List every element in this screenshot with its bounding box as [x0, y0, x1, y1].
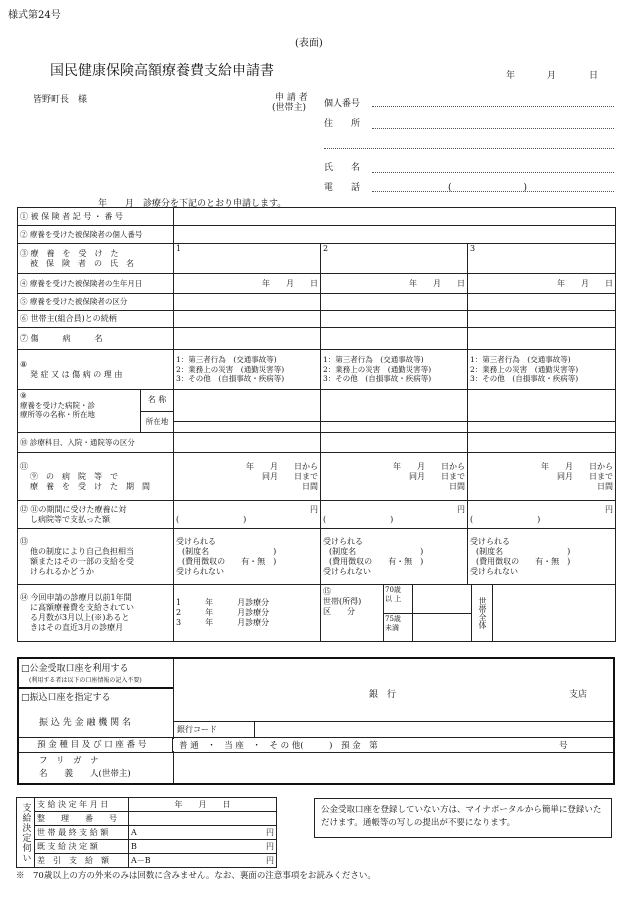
period-from: 年 月 日から	[541, 461, 614, 471]
my-number-line[interactable]	[372, 106, 614, 107]
decision-val-4-tag: A－B	[131, 855, 151, 865]
month-3: 3 年 月診療分	[176, 618, 270, 627]
cause-option-2: 2：業務上の災害 (通勤災害等)	[323, 364, 432, 374]
hospital-label-num: ⑨	[20, 391, 27, 400]
address-line-2[interactable]	[324, 148, 614, 149]
name-label: 氏 名	[324, 163, 361, 173]
decision-side-label: 支給決定伺い	[17, 798, 35, 868]
holder-field[interactable]	[173, 751, 613, 783]
address-line-1[interactable]	[372, 128, 614, 129]
main-form-table	[17, 207, 616, 642]
cause-1[interactable]	[174, 350, 321, 390]
paid-label-2: し病院等で支払った額	[30, 514, 110, 524]
insured-number-field[interactable]	[174, 208, 616, 226]
hospital-1[interactable]	[174, 390, 321, 433]
period-1[interactable]	[174, 453, 321, 501]
page-title: 国民健康保険高額療養費支給申請書	[50, 63, 274, 79]
yen-unit: 円	[457, 504, 465, 514]
cause-3[interactable]	[468, 350, 616, 390]
paid-paren: ( )	[176, 514, 247, 524]
category-1[interactable]	[174, 294, 321, 311]
designate-account-checkbox[interactable]: □振込口座を指定する	[21, 693, 111, 703]
months-label-4: きはその直近3月の診療月	[30, 623, 124, 632]
public-account-checkbox[interactable]: □公金受取口座を利用する	[21, 664, 129, 674]
os-a: 受けられる	[176, 536, 216, 546]
cause-option-3: 3：その他 (自損事故・疾病等)	[470, 374, 579, 384]
hospital-name-label: 名 称	[141, 390, 173, 412]
cause-option-1: 1：第三者行為 (交通事故等)	[470, 355, 571, 365]
household-whole-field[interactable]	[492, 585, 615, 641]
patient-name-1[interactable]: 1	[174, 244, 321, 274]
cause-option-3: 3：その他 (自損事故・疾病等)	[176, 374, 285, 384]
paid-1[interactable]	[174, 501, 321, 529]
public-account-note: (利用する者は以下の口座情報の記入不要)	[29, 677, 142, 684]
relationship-label: ⑥ 世帯主(組合員)との続柄	[18, 311, 174, 328]
income-class-num: ⑮	[323, 587, 331, 596]
os-c: (費用徴収の 有・無 )	[182, 556, 277, 566]
bank-code-field[interactable]	[255, 721, 613, 738]
cause-option-2: 2：業務上の災害 (通勤災害等)	[176, 364, 285, 374]
decision-label-2: 世 帯 最 終 支 給 額	[35, 826, 129, 840]
period-to: 同月 日まで	[409, 471, 465, 481]
hospital-label-1: 療養を受けた病院・診	[20, 400, 95, 410]
bank-section	[17, 657, 615, 785]
decision-val-2-tag: A	[131, 827, 137, 837]
date-day[interactable]: 日	[589, 71, 599, 81]
address-label: 住 所	[324, 119, 361, 129]
other-system-label-2: 額またはその一部の支給を受	[30, 556, 134, 566]
decision-val-3-tag: B	[131, 841, 137, 851]
income-class-70[interactable]	[413, 585, 471, 614]
category-label: ⑤ 療養を受けた被保険者の区分	[18, 294, 174, 311]
period-from: 年 月 日から	[393, 461, 465, 471]
os-d: 受けられない	[323, 566, 371, 576]
period-label-1: ⑨ の 病 院 等 で	[30, 471, 118, 481]
relationship-2[interactable]	[321, 311, 468, 328]
department-3[interactable]	[468, 433, 616, 453]
os-a: 受けられる	[323, 536, 363, 546]
decision-val-4[interactable]	[129, 854, 277, 868]
os-c: (費用徴収の 有・無 )	[329, 556, 424, 566]
bank-label: 銀 行	[369, 690, 397, 700]
category-3[interactable]	[468, 294, 616, 311]
os-b: (制度名 )	[329, 546, 424, 556]
category-2[interactable]	[321, 294, 468, 311]
household-whole-label: 世帯全体	[471, 585, 492, 641]
income-class-a: 世帯(所得)	[323, 597, 362, 606]
cause-option-2: 2：業務上の災害 (通勤災害等)	[470, 364, 579, 374]
department-2[interactable]	[321, 433, 468, 453]
period-2[interactable]	[321, 453, 468, 501]
paid-2[interactable]	[321, 501, 468, 529]
period-days: 日間	[449, 481, 465, 491]
patient-name-label-2: 被 保 険 者 の 氏 名	[30, 258, 134, 268]
relationship-3[interactable]	[468, 311, 616, 328]
phone-paren: ( )	[448, 183, 528, 193]
disease-3[interactable]	[468, 328, 616, 350]
insured-number-label: ① 被 保 険 者 記 号 ・ 番 号	[18, 208, 174, 226]
personal-number-label: ② 療養を受けた被保険者の個人番号	[18, 226, 174, 244]
yen-unit: 円	[266, 855, 274, 865]
hospital-3[interactable]	[468, 390, 616, 433]
other-system-num: ⑬	[20, 536, 28, 546]
disease-label: ⑦ 傷 病 名	[18, 328, 174, 350]
income-class-label	[321, 585, 383, 641]
yen-unit: 円	[266, 841, 274, 851]
os-d: 受けられない	[470, 566, 518, 576]
my-number-label: 個人番号	[324, 99, 361, 109]
cause-2[interactable]	[321, 350, 468, 390]
period-to: 同月 日まで	[557, 471, 614, 481]
yen-unit: 円	[266, 827, 274, 837]
decision-label-3: 既 支 給 決 定 額	[35, 840, 129, 854]
personal-number-field[interactable]	[174, 226, 616, 244]
os-b: (制度名 )	[182, 546, 277, 556]
lead-text: 年 月 診療分を下記のとおり申請します。	[98, 199, 287, 209]
period-days: 日間	[302, 481, 318, 491]
other-system-1[interactable]	[174, 529, 321, 585]
yen-unit: 円	[310, 504, 318, 514]
account-number-suffix: 号	[559, 741, 568, 751]
birthdate-label: ④ 療養を受けた被保険者の生年月日	[18, 274, 174, 294]
applicant-sub: (世帯主)	[272, 103, 307, 113]
patient-name-2[interactable]: 2	[321, 244, 468, 274]
decision-label-1: 整 理 番 号	[35, 812, 129, 826]
footnote: ※ 70歳以上の方の外来のみは回数に含みません。なお、裏面の注意事項をお読みください。	[16, 871, 376, 881]
birthdate-2[interactable]: 年 月 日	[321, 274, 468, 294]
decision-val-3[interactable]	[129, 840, 277, 854]
paid-paren: ( )	[323, 514, 394, 524]
income-class-b: 区 分	[323, 607, 355, 616]
months-label-3: る月数が3月以上(※)あると	[30, 613, 130, 622]
cause-label-num: ⑧	[20, 359, 28, 369]
decision-val-2[interactable]	[129, 826, 277, 840]
yen-unit: 円	[605, 504, 614, 514]
holder-label: 名 義 人(世帯主)	[39, 769, 131, 779]
patient-name-3[interactable]: 3	[468, 244, 616, 274]
birthdate-3[interactable]: 年 月 日	[468, 274, 616, 294]
month-2: 2 年 月診療分	[176, 608, 270, 617]
patient-name-label-1: ③ 療 養 を 受 け た	[20, 248, 119, 258]
period-days: 日間	[597, 481, 614, 491]
account-type-label: 預 金 種 目 及 び 口 座 番 号	[19, 738, 173, 752]
side-label: (表面)	[295, 38, 323, 49]
addressee: 皆野町長 様	[33, 95, 88, 105]
decision-label-4: 差 引 支 給 額	[35, 854, 129, 868]
age-75-b: 未満	[385, 623, 399, 632]
branch-label: 支店	[569, 690, 588, 700]
months-label-1: ⑭ 今回申請の診療月以前1年間	[20, 593, 132, 602]
bank-code-label: 銀行コード	[173, 721, 255, 737]
date-year[interactable]: 年	[506, 71, 516, 81]
month-1: 1 年 月診療分	[176, 598, 270, 607]
cause-option-1: 1：第三者行為 (交通事故等)	[323, 355, 424, 365]
department-1[interactable]	[174, 433, 321, 453]
age-75-a: 75歳	[385, 614, 401, 623]
paid-paren: ( )	[470, 514, 541, 524]
other-system-2[interactable]	[321, 529, 468, 585]
cause-option-1: 1：第三者行為 (交通事故等)	[176, 355, 277, 365]
name-line[interactable]	[372, 172, 614, 173]
institution-label: 振 込 先 金 融 機 関 名	[39, 718, 132, 728]
hospital-label-2: 療所等の名称・所在地	[20, 410, 95, 419]
disease-1[interactable]	[174, 328, 321, 350]
account-type-options[interactable]: 普 通 ・ 当 座 ・ そ の 他( ) 預 金 第	[179, 741, 378, 751]
period-from: 年 月 日から	[246, 461, 318, 471]
os-b: (制度名 )	[476, 546, 571, 556]
period-label-num: ⑪	[20, 461, 28, 471]
paid-3[interactable]	[468, 501, 616, 529]
months-label-2: に高額療養費を支給されてい	[30, 603, 134, 612]
decision-val-0[interactable]: 年 月 日	[129, 798, 277, 812]
other-system-label-1: 他の制度により自己負担相当	[30, 546, 134, 556]
decision-val-1[interactable]	[129, 812, 277, 826]
other-system-label-3: けられるかどうか	[30, 566, 94, 576]
relationship-1[interactable]	[174, 311, 321, 328]
hospital-location-label: 所在地	[145, 416, 169, 426]
os-d: 受けられない	[176, 566, 224, 576]
prior-months[interactable]	[174, 585, 321, 642]
notice-box: 公金受取口座を登録していない方は、マイナポータルから簡単に登録いただけます。通帳等の写しの提出が不要になります。	[314, 798, 612, 838]
phone-label: 電 話	[324, 183, 361, 193]
hospital-2[interactable]	[321, 390, 468, 433]
period-label-2: 療 養 を 受 け た 期 間	[30, 481, 150, 491]
birthdate-1[interactable]: 年 月 日	[174, 274, 321, 294]
other-system-3[interactable]	[468, 529, 616, 585]
cause-label: 発 症 又 は 傷 病 の 理 由	[30, 369, 123, 379]
period-3[interactable]	[468, 453, 616, 501]
decision-label-0: 支 給 決 定 年 月 日	[35, 798, 129, 812]
department-label: ⑩ 診療科目、入院・通院等の区分	[18, 433, 174, 453]
paid-label-1: ⑫ ⑪の期間に受けた療養に対	[20, 504, 127, 514]
age-70-a: 70歳	[385, 586, 401, 594]
age-70-b: 以 上	[385, 595, 402, 603]
phone-line[interactable]	[372, 191, 614, 192]
date-month[interactable]: 月	[547, 71, 557, 81]
cause-option-3: 3：その他 (自損事故・疾病等)	[323, 374, 432, 384]
form-number: 様式第24号	[8, 10, 61, 21]
income-class-75[interactable]	[413, 614, 471, 642]
os-a: 受けられる	[470, 536, 510, 546]
period-to: 同月 日まで	[262, 471, 318, 481]
os-c: (費用徴収の 有・無 )	[476, 556, 571, 566]
applicant-label: 申 請 者	[275, 93, 308, 103]
kana-label: フ リ ガ ナ	[39, 756, 99, 766]
decision-table	[16, 797, 277, 868]
disease-2[interactable]	[321, 328, 468, 350]
